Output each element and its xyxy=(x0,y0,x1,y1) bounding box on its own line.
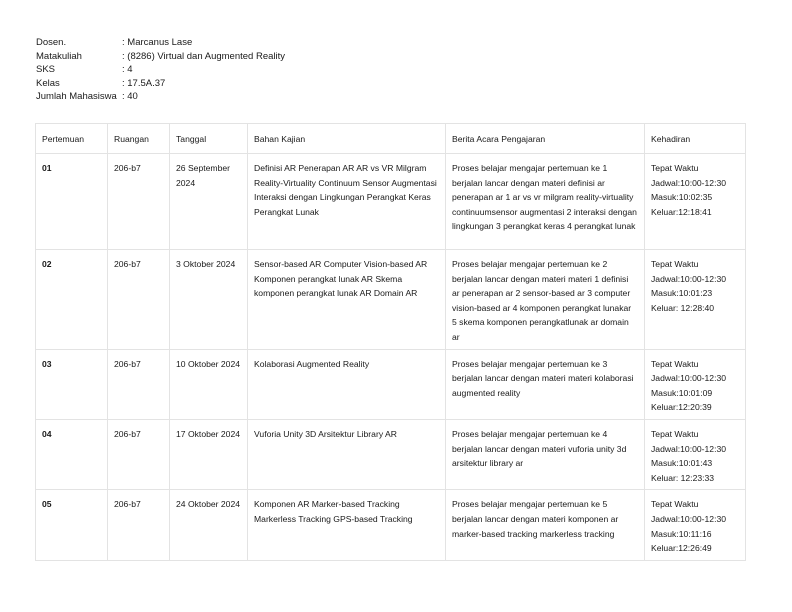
meta-label: Kelas xyxy=(36,77,60,89)
cell-bahan-kajian: Sensor-based AR Computer Vision-based AR Komponen perangkat lunak AR Skema komponen perangkat lunak AR Domain AR xyxy=(248,250,446,350)
cell-bahan-kajian: Kolaborasi Augmented Reality xyxy=(248,349,446,419)
table-row xyxy=(36,250,746,350)
cell-tanggal: 24 Oktober 2024 xyxy=(170,490,248,560)
cell-tanggal: 10 Oktober 2024 xyxy=(170,349,248,419)
cell-berita-acara: Proses belajar mengajar pertemuan ke 2 berjalan lancar dengan materi materi 1 definisi ar penerapan ar 2 sensor-based ar 3 computer vision-based ar 4 komponen perangkat lunakar 5 skema komponen perangkatlunak ar domain ar xyxy=(446,250,645,350)
cell-bahan-kajian: Definisi AR Penerapan AR AR vs VR Milgram Reality-Virtuality Continuum Sensor Augmentasi Interaksi dengan Lingkungan Perangkat Keras Perangkat Lunak xyxy=(248,154,446,250)
attendance-status: Tepat Waktu xyxy=(651,499,699,510)
attendance-jadwal: Jadwal:10:00-12:30 xyxy=(651,513,727,524)
cell-ruangan: 206-b7 xyxy=(108,419,170,489)
cell-ruangan: 206-b7 xyxy=(108,349,170,419)
meta-row-jumlah-mahasiswa xyxy=(36,90,285,104)
cell-kehadiran xyxy=(645,154,746,250)
table-row xyxy=(36,349,746,419)
cell-pertemuan: 05 xyxy=(36,490,108,560)
table-row xyxy=(36,419,746,489)
column-header-tanggal: Tanggal xyxy=(170,124,248,154)
cell-berita-acara: Proses belajar mengajar pertemuan ke 3 berjalan lancar dengan materi materi kolaborasi augmented reality xyxy=(446,349,645,419)
attendance-status: Tepat Waktu xyxy=(651,428,699,439)
attendance-jadwal: Jadwal:10:00-12:30 xyxy=(651,177,727,188)
attendance-jadwal: Jadwal:10:00-12:30 xyxy=(651,373,727,384)
cell-ruangan: 206-b7 xyxy=(108,490,170,560)
meta-label: Matakuliah xyxy=(36,50,82,62)
attendance-jadwal: Jadwal:10:00-12:30 xyxy=(651,273,727,284)
column-header-pertemuan: Pertemuan xyxy=(36,124,108,154)
cell-kehadiran xyxy=(645,349,746,419)
attendance-keluar: Keluar: 12:28:40 xyxy=(651,302,715,313)
meta-label: Dosen. xyxy=(36,37,67,48)
cell-kehadiran xyxy=(645,419,746,489)
meta-value: : Marcanus Lase xyxy=(122,37,193,48)
attendance-masuk: Masuk:10:02:35 xyxy=(651,192,713,203)
column-header-ruangan: Ruangan xyxy=(108,124,170,154)
attendance-jadwal: Jadwal:10:00-12:30 xyxy=(651,443,727,454)
meta-value: : (8286) Virtual dan Augmented Reality xyxy=(122,50,286,62)
course-info xyxy=(36,36,285,104)
column-header-kehadiran: Kehadiran xyxy=(645,124,746,154)
cell-berita-acara: Proses belajar mengajar pertemuan ke 5 berjalan lancar dengan materi komponen ar marker-based tracking markerless tracking xyxy=(446,490,645,560)
cell-pertemuan: 01 xyxy=(36,154,108,250)
attendance-masuk: Masuk:10:11:16 xyxy=(651,528,712,539)
attendance-masuk: Masuk:10:01:43 xyxy=(651,458,713,469)
attendance-status: Tepat Waktu xyxy=(651,259,699,269)
cell-ruangan: 206-b7 xyxy=(108,154,170,250)
attendance-status: Tepat Waktu xyxy=(651,358,699,369)
cell-pertemuan: 04 xyxy=(36,419,108,489)
meta-row-sks xyxy=(36,63,285,77)
cell-berita-acara: Proses belajar mengajar pertemuan ke 4 berjalan lancar dengan materi vuforia unity 3d arsitektur library ar xyxy=(446,419,645,489)
cell-kehadiran xyxy=(645,490,746,560)
cell-ruangan: 206-b7 xyxy=(108,250,170,350)
cell-kehadiran xyxy=(645,250,746,350)
cell-pertemuan: 02 xyxy=(36,250,108,350)
column-header-berita-acara: Berita Acara Pengajaran xyxy=(446,124,645,154)
attendance-keluar: Keluar: 12:23:33 xyxy=(651,472,715,483)
meta-label: SKS xyxy=(36,64,56,75)
meta-row-dosen xyxy=(36,36,285,50)
attendance-keluar: Keluar:12:18:41 xyxy=(651,206,712,217)
table-row xyxy=(36,154,746,250)
cell-bahan-kajian: Vuforia Unity 3D Arsitektur Library AR xyxy=(248,419,446,489)
meta-value: : 17.5A.37 xyxy=(122,77,166,89)
attendance-table xyxy=(35,123,746,561)
column-header-bahan-kajian: Bahan Kajian xyxy=(248,124,446,154)
meta-label: Jumlah Mahasiswa xyxy=(36,91,117,102)
cell-tanggal: 26 September 2024 xyxy=(170,154,248,250)
meta-row-kelas xyxy=(36,77,285,91)
attendance-keluar: Keluar:12:20:39 xyxy=(651,402,712,413)
meta-value: : 40 xyxy=(122,91,138,102)
cell-pertemuan: 03 xyxy=(36,349,108,419)
attendance-status: Tepat Waktu xyxy=(651,163,699,173)
table-row xyxy=(36,490,746,560)
meta-value: : 4 xyxy=(122,64,133,75)
attendance-masuk: Masuk:10:01:23 xyxy=(651,288,713,299)
cell-tanggal: 17 Oktober 2024 xyxy=(170,419,248,489)
cell-berita-acara: Proses belajar mengajar pertemuan ke 1 berjalan lancar dengan materi definisi ar penerapan ar 1 ar vs vr milgram reality-virtuality continuumsensor augmentasi 2 interaksi dengan lingkungan 3 perangkat keras 4 perangkat lunak xyxy=(446,154,645,250)
meta-row-matakuliah xyxy=(36,50,285,64)
cell-tanggal: 3 Oktober 2024 xyxy=(170,250,248,350)
table-header-row xyxy=(36,124,746,154)
cell-bahan-kajian: Komponen AR Marker-based Tracking Markerless Tracking GPS-based Tracking xyxy=(248,490,446,560)
attendance-masuk: Masuk:10:01:09 xyxy=(651,387,713,398)
attendance-keluar: Keluar:12:26:49 xyxy=(651,543,712,554)
